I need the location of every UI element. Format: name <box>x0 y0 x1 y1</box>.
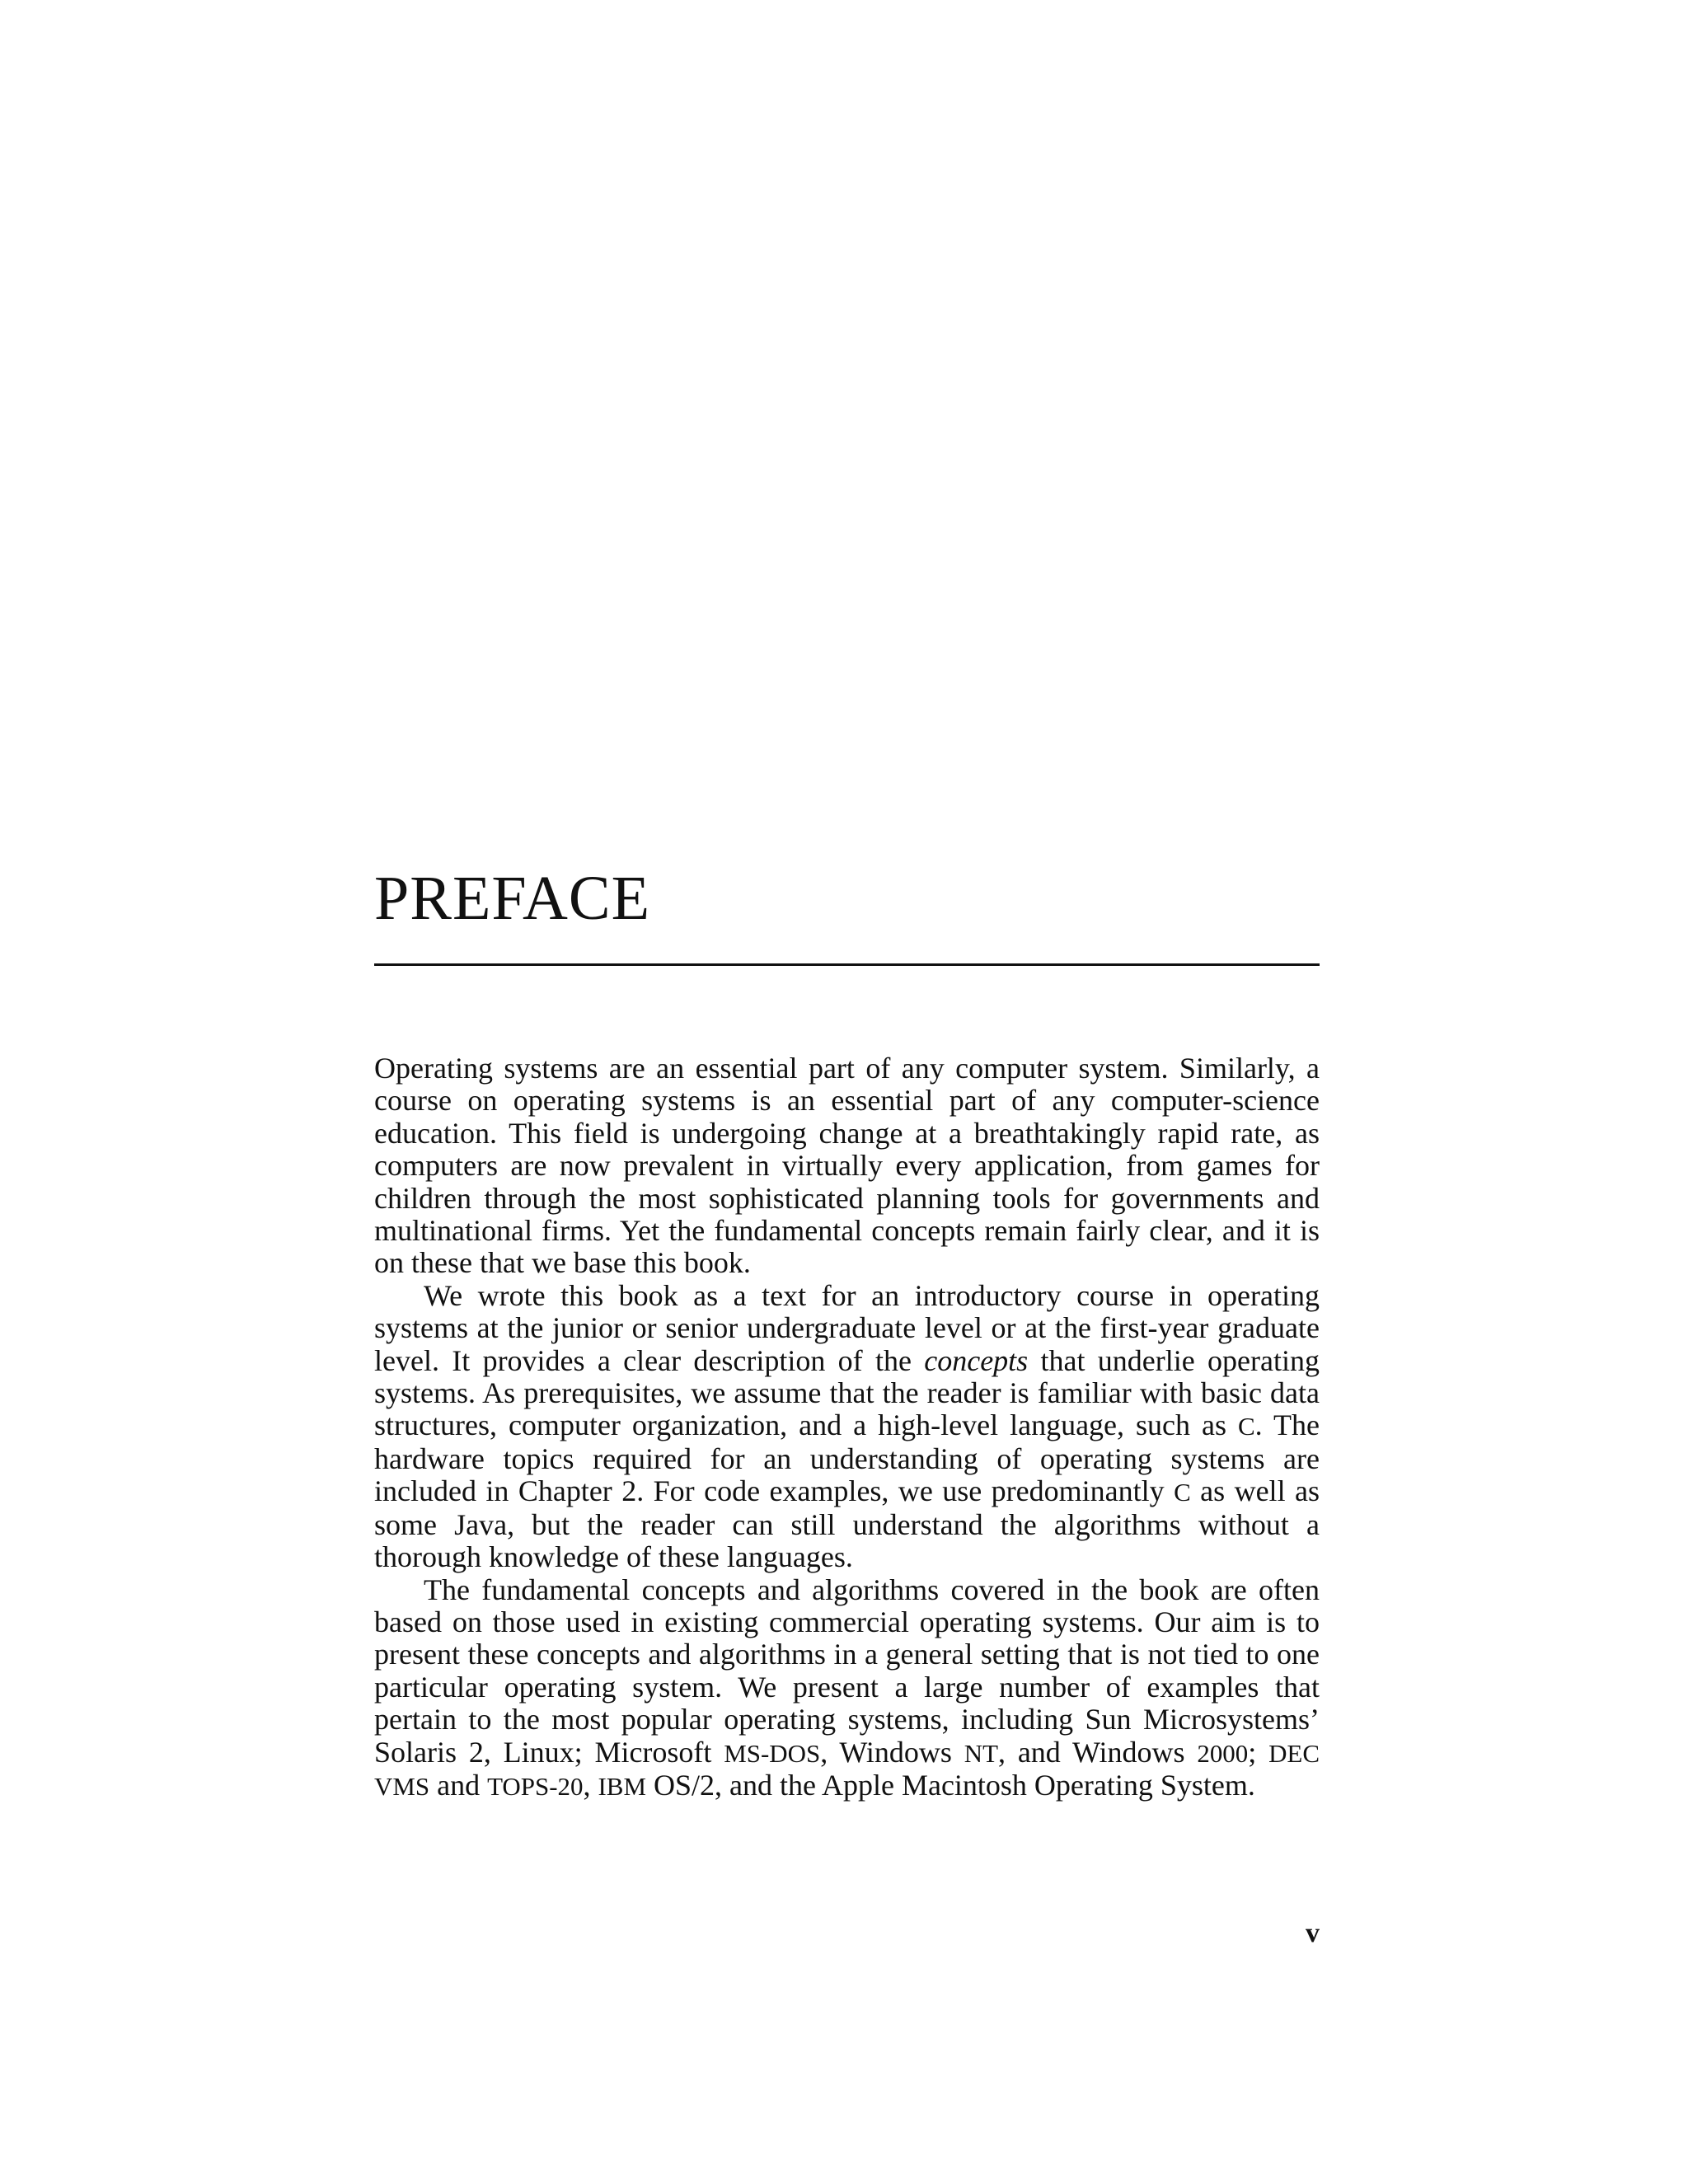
paragraph-2-middle: that underlie operating systems. As prerequisites, we assume that the reader is familiar with basic data structures, computer organization, and a high-level language, such as <box>374 1343 1320 1442</box>
separator-1: , Windows <box>820 1735 964 1769</box>
separator-2: , and Windows <box>998 1735 1198 1769</box>
language-c-label-2: C <box>1174 1478 1191 1507</box>
body-text <box>374 1052 1320 1802</box>
paragraph-2 <box>374 1280 1320 1574</box>
chapter-title: PREFACE <box>374 864 651 933</box>
paragraph-3 <box>374 1574 1320 1803</box>
os2-label: OS/2 <box>653 1768 715 1802</box>
nt-label: NT <box>964 1738 999 1768</box>
language-c-label: C <box>1238 1412 1255 1441</box>
paragraph-2-end: as well as some Java, but the reader can still understand the algorithms without a thorough knowledge of these languages. <box>374 1474 1320 1574</box>
concepts-emphasis: concepts <box>924 1343 1029 1377</box>
paragraph-2-intro: We wrote this book as a text for an introductory course in operating systems at the junior or senior undergraduate level or at the first-year graduate level. It provides a clear description of the <box>374 1278 1320 1377</box>
paragraph-2-middle-2: . The hardware topics required for an understanding of operating systems are included in Chapter 2. For code examples, we use predominantly <box>374 1408 1320 1508</box>
separator-3: ; <box>1248 1735 1269 1769</box>
separator-5: , <box>583 1768 598 1802</box>
msdos-label: MS-DOS <box>724 1738 821 1768</box>
title-rule-divider <box>374 963 1320 966</box>
tops-20-label: TOPS-20 <box>487 1771 584 1801</box>
paragraph-3-end: , and the Apple Macintosh Operating System. <box>715 1768 1255 1802</box>
paragraph-3-intro: The fundamental concepts and algorithms covered in the book are often based on those used in existing commercial operating systems. Our aim is to present these concepts and algorithms in a general setting that is not tied to one particular operating system. We present a large number of examples that pertain to the most popular operating systems, including Sun Microsystems’ Solaris 2, Linux; Microsoft <box>374 1572 1320 1769</box>
year-2000-label: 2000 <box>1197 1738 1249 1768</box>
page-number: v <box>1306 1918 1320 1948</box>
paragraph-1-text: Operating systems are an essential part of any computer system. Similarly, a course on operating systems is an essential part of any computer-science education. This field is undergoing change at a breathtakingly rapid rate, as computers are now prevalent in virtually every application, from games for children through the most sophisticated planning tools for governments and multinational firms. Yet the fundamental concepts remain fairly clear, and it is on these that we base this book. <box>374 1052 1320 1280</box>
separator-4: and <box>429 1768 488 1802</box>
dec-vms-label: DEC VMS <box>374 1738 1320 1801</box>
ibm-label: IBM <box>598 1771 646 1801</box>
paragraph-1 <box>374 1052 1320 1280</box>
separator-6 <box>646 1769 654 1802</box>
